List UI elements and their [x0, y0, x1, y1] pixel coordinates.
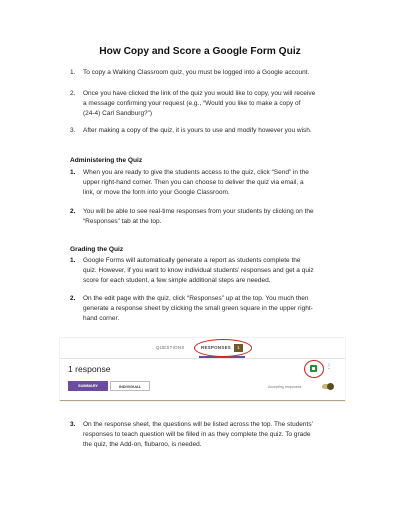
more-vert-icon[interactable]: ⋮ — [326, 364, 332, 370]
document-title: How Copy and Score a Google Form Quiz — [99, 46, 301, 57]
highlight-circle-responses — [194, 339, 252, 357]
administering-heading: Administering the Quiz — [70, 157, 143, 164]
summary-tab-button[interactable]: SUMMARY — [68, 381, 108, 391]
grading-heading: Grading the Quiz — [70, 246, 124, 253]
tab-responses[interactable]: RESPONSES — [201, 345, 232, 350]
google-forms-screenshot — [60, 338, 345, 401]
accepting-responses-toggle[interactable] — [322, 384, 333, 389]
grading-step-1: 1. Google Forms will automatically generate a report as students complete the quiz. However, if you want to know individual students’ responses and get a quiz score for each student, a few simple additional steps are needed. — [70, 257, 314, 285]
tab-questions[interactable]: QUESTIONS — [156, 345, 185, 350]
administer-step-2: 2. You will be able to see real-time responses from your students by clicking on the “Responses” tab at the top. — [70, 208, 314, 226]
copy-step-2: 2. Once you have clicked the link of the quiz you would like to copy, you will receive a message confirming your request (e.g., “Would you like to make a copy of (24-4) Carl Sandburg?”) — [70, 90, 316, 118]
individual-tab-button[interactable]: INDIVIDUAL — [110, 381, 150, 391]
grading-step-2: 2. On the edit page with the quiz, click “Responses” up at the top. You much then generate a response sheet by clicking the small green square in the upper right- hand corner. — [70, 295, 313, 323]
administer-step-1: 1. When you are ready to give the students access to the quiz, click “Send” in the upper right-hand corner. Then you can choose to deliver the quiz via email, a link, or move the form into your Google Classroom. — [70, 169, 309, 197]
document-page: How Copy and Score a Google Form Quiz 1. To copy a Walking Classroom quiz, you must be logged into a Google account. 2. Once you have clicked the link of the quiz you would like to copy, you will receive a message confirming your request (e.g., “Would you like to make a copy of (24-4) Carl Sandburg?”) 3. After making a copy of the quiz, it is yours to use and modify however you wish. Administering the Quiz 1. When you are ready to give the students access to the quiz, click “Send” in the upper right-hand corner. Then you can choose to deliver the quiz via email, a link, or move the form into your Google Classroom. 2. You will be able to see real-time responses from your students by clicking on the “Responses” tab at the top. Grading the Quiz 1. Google Forms will automatically generate a report as students complete the quiz. However, if you want to know individual students’ responses and get a quiz score for each student, a few simple additional steps are needed. 2. On the edit page with the quiz, click “Responses” up at the top. You much then generate a response sheet by clicking the small green square in the upper right- hand corner. QUESTIONS RESPONSES 1 1 response ⋮ SUMMARY INDIVIDUAL Accepting responses 3. On the response sheet, the questions will be listed across the top. The students’ responses to teach question will be filled in as they complete the quiz. To grade the quiz, the Add-on, flubaroo, is needed. — [0, 0, 400, 518]
highlight-circle-sheets — [304, 360, 324, 378]
response-count-badge: 1 — [234, 344, 243, 352]
responses-count-title: 1 response — [68, 364, 111, 374]
accepting-responses-label: Accepting responses — [268, 385, 302, 389]
grading-step-3: 3. On the response sheet, the questions will be listed across the top. The students’ responses to teach question will be filled in as they complete the quiz. To grade the quiz, the Add-on, flubaroo, is needed. — [70, 421, 314, 449]
